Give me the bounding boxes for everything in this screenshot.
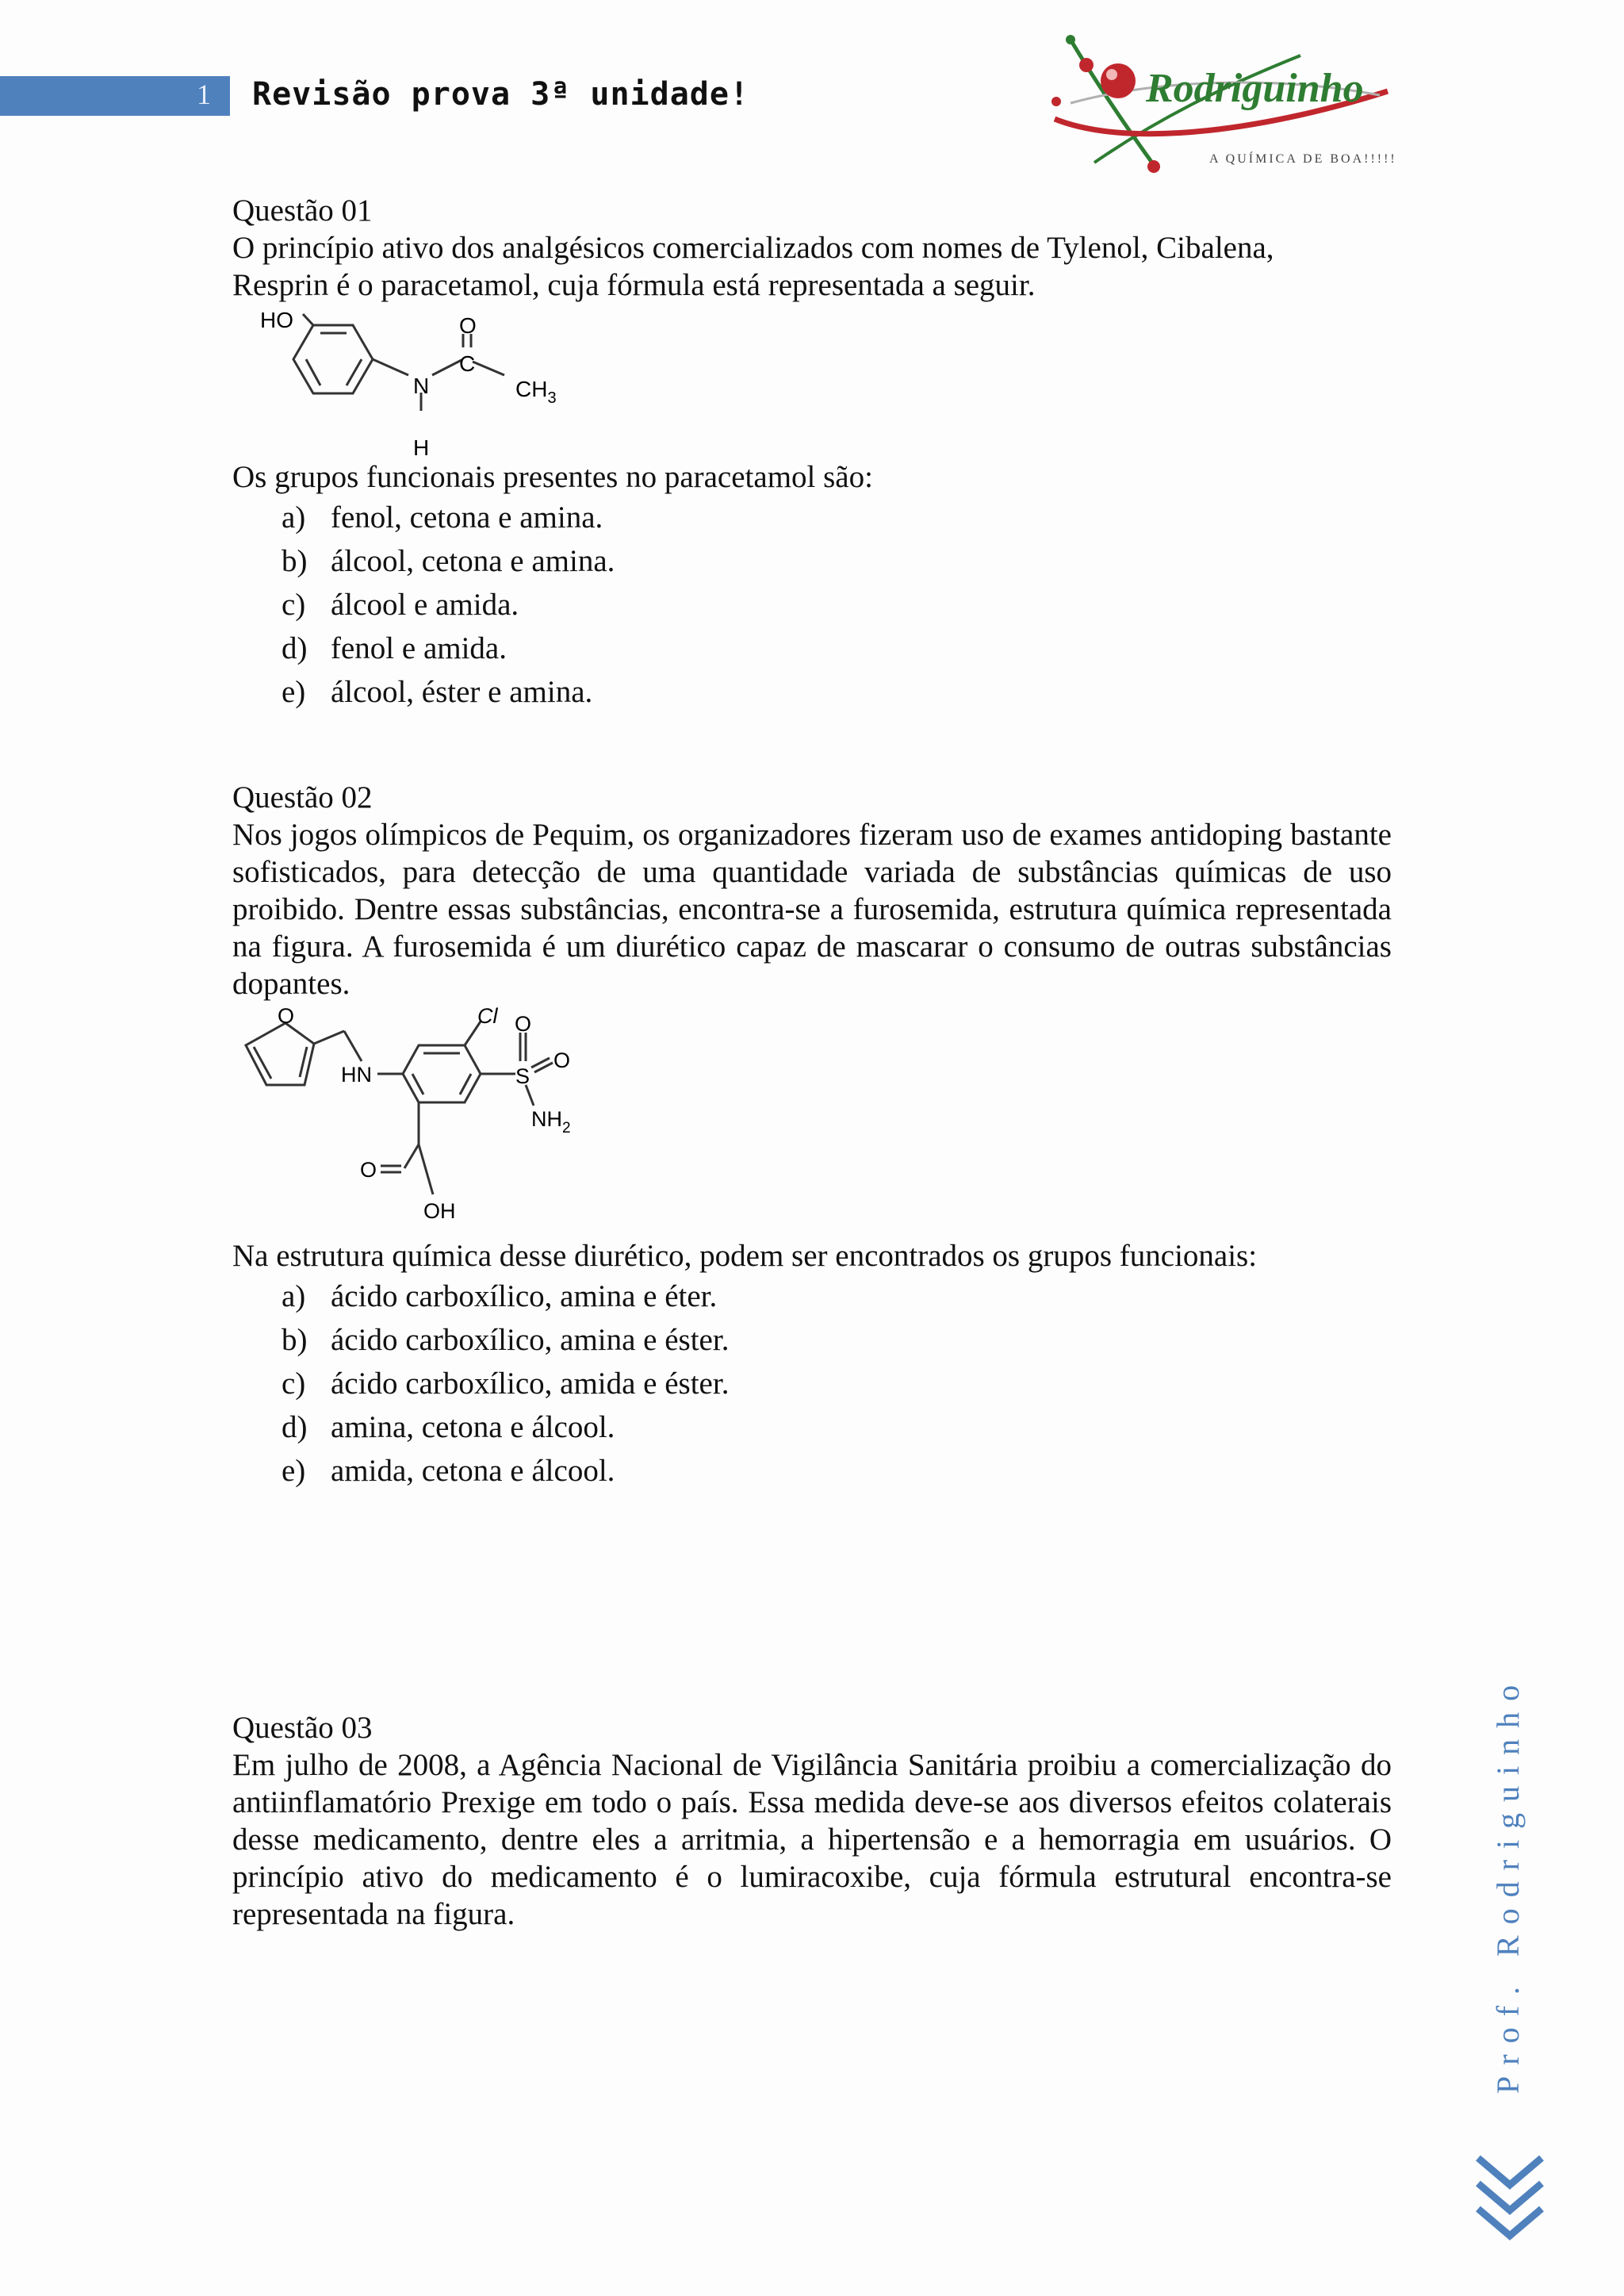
option-letter: b) bbox=[282, 1323, 308, 1357]
svg-text:CH3 bbox=[515, 377, 557, 407]
label-n: N bbox=[413, 374, 430, 398]
logo-tagline: A QUÍMICA DE BOA!!!!! bbox=[1209, 152, 1397, 166]
label-s: S bbox=[515, 1064, 530, 1088]
option-text: ácido carboxílico, amina e éter. bbox=[331, 1279, 718, 1313]
question-text-line: O princípio ativo dos analgésicos comercializados com nomes de Tylenol, Cibalena, bbox=[232, 231, 1274, 265]
option-text: amina, cetona e álcool. bbox=[331, 1410, 615, 1444]
label-ch3-subscript: 3 bbox=[547, 389, 557, 407]
label-hn: HN bbox=[341, 1063, 372, 1087]
label-o: O bbox=[459, 313, 477, 338]
furosemide-structure bbox=[236, 1006, 601, 1236]
option-text: fenol, cetona e amina. bbox=[331, 500, 603, 535]
option-c[interactable] bbox=[282, 1362, 1392, 1405]
option-letter: b) bbox=[282, 544, 308, 578]
chevron-down-icon bbox=[1473, 2153, 1546, 2250]
option-a[interactable] bbox=[282, 1274, 1392, 1318]
side-label: Prof. Rodriguinho bbox=[1490, 1673, 1526, 2094]
question-title: Questão 02 bbox=[232, 780, 373, 815]
label-nh2-subscript: 2 bbox=[562, 1120, 571, 1137]
option-text: amida, cetona e álcool. bbox=[331, 1454, 615, 1488]
option-b[interactable] bbox=[282, 1318, 1392, 1362]
option-c[interactable] bbox=[282, 583, 1392, 627]
option-letter: a) bbox=[282, 500, 306, 535]
option-e[interactable] bbox=[282, 1449, 1392, 1493]
option-letter: e) bbox=[282, 675, 306, 709]
question-3 bbox=[232, 1709, 1392, 1933]
question-1 bbox=[232, 192, 1392, 304]
header-title: Revisão prova 3ª unidade! bbox=[252, 76, 750, 113]
logo-brand: Rodriguinho bbox=[1146, 66, 1364, 111]
option-letter: a) bbox=[282, 1279, 306, 1313]
logo bbox=[1039, 32, 1404, 190]
question-title: Questão 01 bbox=[232, 194, 373, 228]
options-list bbox=[232, 1274, 1392, 1493]
option-letter: d) bbox=[282, 1410, 308, 1444]
option-text: álcool, cetona e amina. bbox=[331, 544, 615, 578]
page-number-bar bbox=[0, 76, 230, 116]
option-e[interactable] bbox=[282, 670, 1392, 714]
label-ring-o: O bbox=[278, 1006, 295, 1028]
question-text-line: Resprin é o paracetamol, cuja fórmula está representada a seguir. bbox=[232, 268, 1036, 302]
label-ho: HO bbox=[260, 308, 293, 332]
option-text: álcool, éster e amina. bbox=[331, 675, 593, 709]
option-b[interactable] bbox=[282, 539, 1392, 583]
question-1-answers bbox=[232, 458, 1392, 714]
question-2 bbox=[232, 779, 1392, 1002]
label-c: C bbox=[459, 351, 476, 376]
option-text: álcool e amida. bbox=[331, 588, 519, 622]
label-o-right: O bbox=[553, 1048, 571, 1072]
label-o-acid: O bbox=[360, 1158, 377, 1182]
option-a[interactable] bbox=[282, 496, 1392, 539]
option-letter: e) bbox=[282, 1454, 306, 1488]
option-letter: c) bbox=[282, 1366, 306, 1401]
option-text: ácido carboxílico, amina e éster. bbox=[331, 1323, 730, 1357]
label-o-top: O bbox=[515, 1012, 532, 1036]
paracetamol-structure bbox=[254, 308, 587, 462]
question-2-answers bbox=[232, 1237, 1392, 1493]
option-letter: c) bbox=[282, 588, 306, 622]
option-d[interactable] bbox=[282, 1405, 1392, 1449]
option-text: fenol e amida. bbox=[331, 631, 507, 665]
options-list bbox=[232, 496, 1392, 714]
question-text: Em julho de 2008, a Agência Nacional de Vigilância Sanitária proibiu a comercialização do antiinflamatório Prexige em todo o país. Essa medida deve-se aos diversos efeitos colaterais desse medicamento, dentre eles a arritmia, a hipertensão e a hemorragia em usuários. O princípio ativo do medicamento é o lumiracoxibe, cuja fórmula estrutural encontra-se representada na figura. bbox=[232, 1748, 1392, 1931]
question-prompt: Na estrutura química desse diurético, podem ser encontrados os grupos funcionais: bbox=[232, 1239, 1258, 1273]
option-d[interactable] bbox=[282, 627, 1392, 670]
page-number: 1 bbox=[197, 79, 211, 110]
question-text: Nos jogos olímpicos de Pequim, os organizadores fizeram uso de exames antidoping bastante sofisticados, para detecção de uma quantidade variada de substâncias químicas de uso proibido. Dentre essas substâncias, encontra-se a furosemida, estrutura química representada na figura. A furosemida é um diurético capaz de mascarar o consumo de outras substâncias dopantes. bbox=[232, 818, 1392, 1001]
option-text: ácido carboxílico, amida e éster. bbox=[331, 1366, 730, 1401]
question-title: Questão 03 bbox=[232, 1711, 373, 1745]
option-letter: d) bbox=[282, 631, 308, 665]
label-cl: Cl bbox=[477, 1006, 498, 1028]
label-oh: OH bbox=[423, 1199, 456, 1223]
svg-text:NH2 bbox=[531, 1107, 571, 1137]
label-h: H bbox=[413, 435, 430, 460]
question-prompt: Os grupos funcionais presentes no paracetamol são: bbox=[232, 460, 873, 494]
label-nh2: NH bbox=[531, 1107, 562, 1131]
label-ch3: CH bbox=[515, 377, 548, 401]
